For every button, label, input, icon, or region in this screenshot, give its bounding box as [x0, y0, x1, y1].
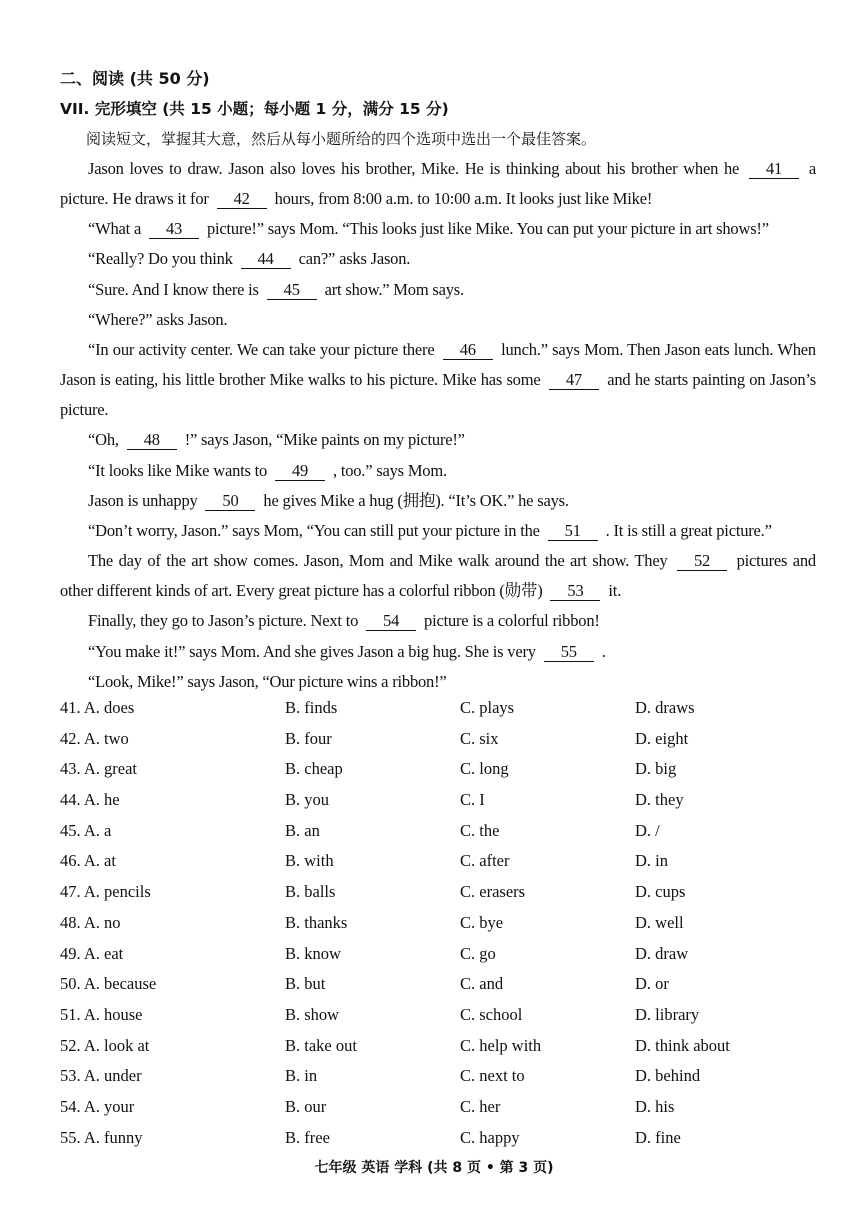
instructions: 阅读短文，掌握其大意，然后从每小题所给的四个选项中选出一个最佳答案。: [86, 130, 597, 148]
passage-paragraph: [60, 606, 816, 636]
option-a: 44. A. he: [60, 790, 120, 810]
question-49-options: [60, 944, 820, 975]
question-45-options: [60, 821, 820, 852]
option-b: B. take out: [285, 1035, 357, 1055]
passage-text: can?” asks Jason.: [298, 249, 411, 269]
passage-paragraph: [60, 244, 816, 274]
option-c: C. long: [460, 759, 509, 779]
passage-paragraph: [60, 667, 816, 697]
passage-paragraph: [60, 637, 816, 667]
passage-text: “You make it!” says Mom. And she gives Jason a big hug. She is very: [88, 641, 536, 661]
page-footer: 七年级 英语 学科 (共 8 页 • 第 3 页): [314, 1160, 554, 1176]
option-d: D. or: [635, 974, 669, 994]
option-c: C. happy: [460, 1127, 520, 1147]
option-b: B. finds: [285, 698, 338, 717]
blank-54: 54: [366, 612, 416, 631]
passage-paragraph: [60, 214, 816, 244]
passage-text: “In our activity center. We can take your picture there: [88, 339, 435, 359]
option-d: D. library: [635, 1004, 700, 1024]
option-d: D. they: [635, 790, 684, 810]
option-b: B. free: [285, 1127, 330, 1147]
passage-text: “Look, Mike!” says Jason, “Our picture wins a ribbon!”: [88, 671, 447, 691]
option-b: B. but: [285, 974, 326, 994]
blank-42: 42: [217, 190, 267, 209]
passage-text: “Really? Do you think: [88, 249, 233, 269]
passage-paragraph: [60, 486, 816, 516]
passage-text: !” says Jason, “Mike paints on my picture!”: [184, 430, 465, 450]
option-b: B. balls: [285, 882, 336, 902]
option-a: 54. A. your: [60, 1096, 135, 1116]
option-c: C. go: [460, 943, 496, 963]
option-c: C. after: [460, 851, 510, 871]
option-c: C. six: [460, 728, 499, 748]
option-b: B. cheap: [285, 759, 343, 779]
question-55-options: [60, 1128, 820, 1159]
question-52-options: [60, 1036, 820, 1067]
passage-text: “Where?” asks Jason.: [88, 309, 228, 329]
blank-45: 45: [267, 281, 317, 300]
option-d: D. eight: [635, 728, 689, 748]
option-a: 48. A. no: [60, 912, 121, 932]
blank-49: 49: [275, 462, 325, 481]
option-b: B. in: [285, 1066, 318, 1086]
passage-text: Jason is unhappy: [88, 490, 198, 510]
passage-paragraph: [60, 335, 816, 425]
passage-text: a picture. He draws it for: [60, 159, 816, 209]
option-d: D. think about: [635, 1035, 730, 1055]
option-d: D. /: [635, 820, 660, 840]
question-51-options: [60, 1005, 820, 1036]
option-a: 50. A. because: [60, 974, 157, 994]
option-a: 46. A. at: [60, 851, 116, 871]
option-b: B. know: [285, 943, 341, 963]
option-d: D. well: [635, 912, 684, 932]
option-c: C. plays: [460, 698, 515, 717]
option-a: 43. A. great: [60, 759, 137, 779]
option-a: 52. A. look at: [60, 1035, 150, 1055]
option-b: B. thanks: [285, 912, 348, 932]
question-54-options: [60, 1097, 820, 1128]
option-a: 51. A. house: [60, 1004, 143, 1024]
option-d: D. fine: [635, 1127, 681, 1147]
blank-55: 55: [544, 643, 594, 662]
passage-text: he gives Mike a hug (拥抱). “It’s OK.” he says.: [263, 490, 569, 510]
option-d: D. draws: [635, 698, 695, 717]
option-c: C. and: [460, 974, 504, 994]
blank-47: 47: [549, 371, 599, 390]
passage-paragraph: [60, 546, 816, 606]
passage-paragraph: [60, 275, 816, 305]
option-c: C. help with: [460, 1035, 542, 1055]
option-c: C. school: [460, 1004, 523, 1024]
blank-46: 46: [443, 341, 493, 360]
passage-text: “Sure. And I know there is: [88, 279, 259, 299]
option-b: B. you: [285, 790, 330, 810]
passage-text: “It looks like Mike wants to: [88, 460, 268, 480]
passage-text: lunch.” says Mom. Then Jason eats lunch. When Jason is eating, his little brother Mike walks to his picture. Mike has some: [60, 339, 816, 390]
question-47-options: [60, 882, 820, 913]
question-44-options: [60, 790, 820, 821]
passage-text: , too.” says Mom.: [332, 460, 447, 480]
option-b: B. four: [285, 728, 332, 748]
option-a: 49. A. eat: [60, 943, 124, 963]
option-c: C. her: [460, 1096, 501, 1116]
option-d: D. cups: [635, 882, 686, 902]
passage-text: “Don’t worry, Jason.” says Mom, “You can still put your picture in the: [88, 520, 540, 540]
passage-text: it.: [608, 581, 622, 601]
option-d: D. his: [635, 1096, 675, 1116]
passage-text: and he starts painting on Jason’s picture.: [60, 370, 816, 420]
blank-43: 43: [149, 220, 199, 239]
option-b: B. with: [285, 851, 334, 871]
option-d: D. in: [635, 851, 668, 871]
option-c: C. erasers: [460, 882, 526, 902]
question-53-options: [60, 1066, 820, 1097]
option-b: B. our: [285, 1096, 327, 1116]
option-a: 47. A. pencils: [60, 882, 151, 902]
option-c: C. bye: [460, 912, 504, 932]
option-c: C. next to: [460, 1066, 525, 1086]
passage-text: hours, from 8:00 a.m. to 10:00 a.m. It looks just like Mike!: [274, 189, 653, 209]
question-41-options: [60, 698, 820, 729]
question-50-options: [60, 974, 820, 1005]
option-d: D. big: [635, 759, 677, 779]
passage-text: .: [601, 641, 606, 661]
question-46-options: [60, 851, 820, 882]
blank-52: 52: [677, 552, 727, 571]
blank-50: 50: [205, 492, 255, 511]
blank-44: 44: [241, 250, 291, 269]
passage-text: The day of the art show comes. Jason, Mom and Mike walk around the art show. They: [88, 551, 668, 571]
passage-text: Jason loves to draw. Jason also loves his brother, Mike. He is thinking about his brother when he: [88, 159, 740, 178]
blank-51: 51: [548, 522, 598, 541]
passage-text: . It is still a great picture.”: [605, 520, 772, 540]
cloze-passage: [60, 154, 816, 697]
option-a: 42. A. two: [60, 728, 129, 748]
option-a: 55. A. funny: [60, 1127, 143, 1147]
section-title: 二、阅读 (共 50 分): [60, 69, 210, 88]
passage-paragraph: [60, 456, 816, 486]
option-b: B. show: [285, 1004, 340, 1024]
passage-text: picture is a colorful ribbon!: [424, 611, 600, 631]
passage-text: “Oh,: [88, 430, 119, 450]
passage-text: “What a: [88, 219, 142, 239]
blank-53: 53: [550, 582, 600, 601]
option-a: 45. A. a: [60, 820, 112, 840]
blank-48: 48: [127, 431, 177, 450]
passage-paragraph: [60, 305, 816, 335]
blank-41: 41: [749, 160, 799, 179]
passage-text: art show.” Mom says.: [324, 279, 464, 299]
question-43-options: [60, 759, 820, 790]
passage-text: picture!” says Mom. “This looks just like Mike. You can put your picture in art shows!”: [206, 219, 769, 239]
option-b: B. an: [285, 820, 320, 840]
option-d: D. draw: [635, 943, 689, 963]
passage-text: Finally, they go to Jason’s picture. Next to: [88, 611, 359, 631]
question-42-options: [60, 729, 820, 760]
passage-paragraph: [60, 154, 816, 214]
option-a: 41. A. does: [60, 698, 135, 717]
passage-paragraph: [60, 516, 816, 546]
passage-text: pictures and other different kinds of art. Every great picture has a colorful ribbon (勋带): [60, 551, 816, 601]
option-a: 53. A. under: [60, 1066, 142, 1086]
passage-paragraph: [60, 425, 816, 455]
question-48-options: [60, 913, 820, 944]
option-d: D. behind: [635, 1066, 701, 1086]
subsection-title: VII. 完形填空 (共 15 小题；每小题 1 分，满分 15 分): [60, 100, 449, 118]
answer-options: [60, 698, 820, 1158]
option-c: C. the: [460, 820, 500, 840]
option-c: C. I: [460, 790, 485, 810]
